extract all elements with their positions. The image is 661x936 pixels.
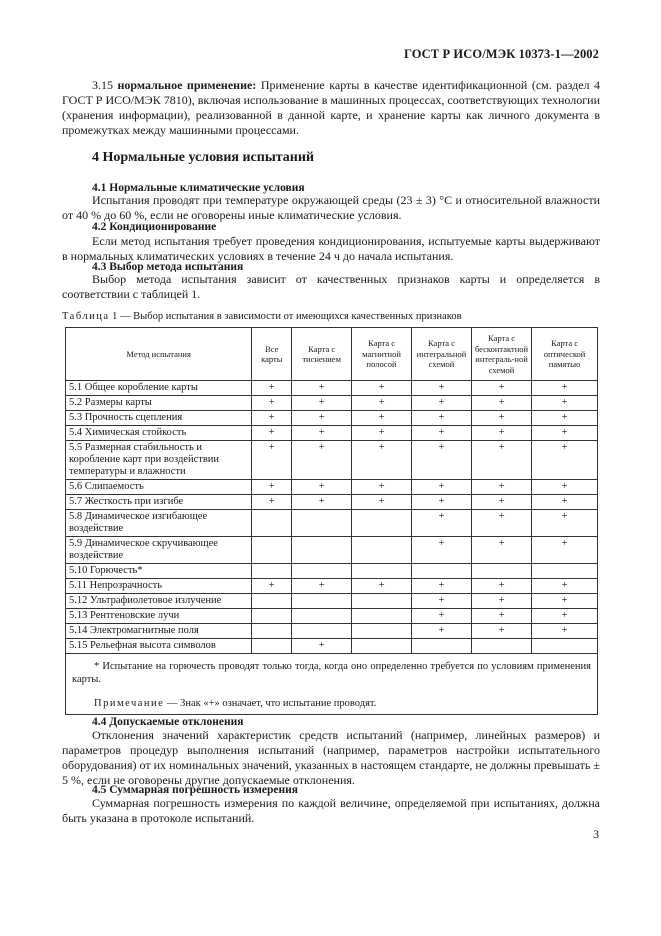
table-row [66, 639, 598, 654]
applicability-cell: + [352, 495, 412, 510]
applicability-cell: + [532, 441, 598, 480]
table-row [66, 441, 598, 480]
subsection-4-1-text: Испытания проводят при температуре окружающей среды (23 ± 3) °С и относительной влажности от 40 % до 60 %, если не оговорены иные климатические условия. [62, 193, 600, 222]
applicability-cell [252, 564, 292, 579]
table-caption [62, 311, 462, 322]
applicability-cell: + [411, 609, 471, 624]
applicability-cell [411, 564, 471, 579]
applicability-cell: + [411, 441, 471, 480]
column-header: Метод испытания [66, 328, 252, 381]
applicability-cell: + [532, 537, 598, 564]
applicability-cell: + [532, 396, 598, 411]
applicability-cell: + [252, 480, 292, 495]
applicability-cell: + [352, 381, 412, 396]
note-text: — Знак «+» означает, что испытание проводят. [166, 698, 377, 709]
table-row [66, 579, 598, 594]
applicability-cell [532, 639, 598, 654]
applicability-cell: + [471, 480, 531, 495]
applicability-cell: + [471, 624, 531, 639]
note-label: Примечание [94, 698, 165, 709]
applicability-cell: + [411, 495, 471, 510]
applicability-cell: + [411, 624, 471, 639]
applicability-cell: + [532, 495, 598, 510]
column-header: Карта с магнитной полосой [352, 328, 412, 381]
test-method-cell: 5.4 Химическая стойкость [66, 426, 252, 441]
test-method-cell: 5.15 Рельефная высота символов [66, 639, 252, 654]
applicability-cell [411, 639, 471, 654]
applicability-cell: + [292, 426, 352, 441]
table-row [66, 609, 598, 624]
applicability-cell [292, 624, 352, 639]
applicability-cell: + [532, 609, 598, 624]
test-method-cell: 5.7 Жесткость при изгибе [66, 495, 252, 510]
applicability-cell [292, 609, 352, 624]
subsection-4-4-text: Отклонения значений характеристик средств испытаний (например, линейных размеров) и параметров процедур выполнения испытаний (например, параметров настройки испытательного оборудования) от их номинальных значений, указанных в настоящем стандарте, не должны превышать ± 5 %, если не оговорены другие допускаемые отклонения. [62, 728, 600, 787]
table-row [66, 381, 598, 396]
applicability-cell: + [471, 396, 531, 411]
document-header: ГОСТ Р ИСО/МЭК 10373-1—2002 [403, 47, 599, 61]
applicability-cell: + [292, 396, 352, 411]
column-header: Карта с бесконтактной интеграль-ной схемой [471, 328, 531, 381]
test-method-cell: 5.2 Размеры карты [66, 396, 252, 411]
table-row [66, 594, 598, 609]
subsection-4-4-title: 4.4 Допускаемые отклонения [92, 716, 244, 728]
subsection-4-3-text: Выбор метода испытания зависит от качественных признаков карты и определяется в соответствии с таблицей 1. [62, 272, 600, 301]
applicability-cell: + [252, 411, 292, 426]
subsection-4-3-title: 4.3 Выбор метода испытания [92, 261, 244, 273]
applicability-cell [252, 639, 292, 654]
test-method-cell: 5.1 Общее коробление карты [66, 381, 252, 396]
applicability-cell [352, 624, 412, 639]
applicability-cell [471, 564, 531, 579]
column-header: Все карты [252, 328, 292, 381]
applicability-cell: + [471, 510, 531, 537]
applicability-cell: + [471, 579, 531, 594]
table-note [72, 697, 591, 710]
applicability-cell: + [252, 495, 292, 510]
subsection-4-2-title: 4.2 Кондиционирование [92, 221, 217, 233]
applicability-cell: + [471, 537, 531, 564]
applicability-cell: + [471, 411, 531, 426]
test-method-cell: 5.10 Горючесть* [66, 564, 252, 579]
test-method-cell: 5.6 Слипаемость [66, 480, 252, 495]
applicability-cell: + [352, 396, 412, 411]
applicability-cell: + [352, 441, 412, 480]
applicability-cell [471, 639, 531, 654]
applicability-cell: + [411, 381, 471, 396]
term: нормальное применение: [117, 78, 257, 92]
table-row [66, 426, 598, 441]
applicability-cell: + [411, 594, 471, 609]
paragraph-3-15 [62, 78, 600, 138]
column-header: Карта с оптической памятью [532, 328, 598, 381]
applicability-cell [352, 510, 412, 537]
applicability-cell [252, 537, 292, 564]
applicability-cell: + [352, 411, 412, 426]
applicability-cell: + [532, 594, 598, 609]
applicability-cell [532, 564, 598, 579]
table-caption-text: 1 — Выбор испытания в зависимости от имеющихся качественных признаков [112, 311, 462, 322]
subsection-4-1-title: 4.1 Нормальные климатические условия [92, 182, 305, 194]
applicability-cell: + [532, 426, 598, 441]
table-footer-row [66, 654, 598, 715]
applicability-cell: + [532, 624, 598, 639]
page-number: 3 [593, 827, 599, 841]
applicability-cell: + [352, 426, 412, 441]
table-caption-label: Таблица [62, 311, 110, 322]
test-method-cell: 5.12 Ультрафиолетовое излучение [66, 594, 252, 609]
applicability-cell: + [411, 510, 471, 537]
applicability-cell [252, 624, 292, 639]
applicability-cell [352, 564, 412, 579]
applicability-cell: + [411, 480, 471, 495]
applicability-cell: + [471, 594, 531, 609]
applicability-cell: + [352, 579, 412, 594]
test-selection-table [65, 327, 598, 715]
table-row [66, 564, 598, 579]
applicability-cell: + [532, 411, 598, 426]
subsection-4-2-text: Если метод испытания требует проведения кондиционирования, испытуемые карты выдерживают в нормальных климатических условиях в течение 24 ч до начала испытания. [62, 234, 600, 263]
applicability-cell: + [471, 381, 531, 396]
applicability-cell [292, 537, 352, 564]
table-row [66, 624, 598, 639]
table-row [66, 537, 598, 564]
applicability-cell: + [532, 510, 598, 537]
applicability-cell: + [411, 537, 471, 564]
applicability-cell: + [352, 480, 412, 495]
section-4-heading: 4 Нормальные условия испытаний [92, 150, 315, 165]
applicability-cell: + [411, 579, 471, 594]
applicability-cell: + [292, 495, 352, 510]
column-header: Карта с тиснением [292, 328, 352, 381]
applicability-cell [352, 594, 412, 609]
applicability-cell: + [292, 579, 352, 594]
test-method-cell: 5.9 Динамическое скручивающее воздействие [66, 537, 252, 564]
applicability-cell: + [411, 411, 471, 426]
applicability-cell: + [532, 381, 598, 396]
table-row [66, 495, 598, 510]
table-footer [66, 654, 598, 715]
applicability-cell [252, 510, 292, 537]
test-method-cell: 5.5 Размерная стабильность и коробление карт при воздействии температуры и влажности [66, 441, 252, 480]
applicability-cell [352, 537, 412, 564]
applicability-cell: + [252, 441, 292, 480]
applicability-cell: + [292, 381, 352, 396]
applicability-cell: + [252, 396, 292, 411]
subsection-4-5-title: 4.5 Суммарная погрешность измерения [92, 784, 298, 796]
applicability-cell: + [532, 480, 598, 495]
applicability-cell: + [411, 426, 471, 441]
test-method-cell: 5.14 Электромагнитные поля [66, 624, 252, 639]
applicability-cell: + [411, 396, 471, 411]
applicability-cell: + [292, 411, 352, 426]
test-method-cell: 5.11 Непрозрачность [66, 579, 252, 594]
table-footnote: * Испытание на горючесть проводят только тогда, когда оно определенно требуется по условиям применения карты. [72, 661, 591, 685]
table-row [66, 510, 598, 537]
applicability-cell [252, 609, 292, 624]
applicability-cell: + [252, 426, 292, 441]
applicability-cell [252, 594, 292, 609]
test-method-cell: 5.3 Прочность сцепления [66, 411, 252, 426]
applicability-cell [292, 594, 352, 609]
applicability-cell: + [471, 426, 531, 441]
applicability-cell [352, 639, 412, 654]
table-header-row [66, 328, 598, 381]
term-definition: Применение карты в качестве идентификационной (см. раздел 4 ГОСТ Р ИСО/МЭК 7810), включая использование в машинных процессах, соответствующих технологии (хранения информации), реализованной в данной карте, и хранение карты как личного документа в промежутках между машинными процессами. [62, 78, 601, 137]
test-method-cell: 5.8 Динамическое изгибающее воздействие [66, 510, 252, 537]
applicability-cell: + [471, 441, 531, 480]
applicability-cell: + [292, 639, 352, 654]
applicability-cell: + [252, 579, 292, 594]
applicability-cell [352, 609, 412, 624]
applicability-cell [292, 564, 352, 579]
applicability-cell [292, 510, 352, 537]
applicability-cell: + [292, 480, 352, 495]
applicability-cell: + [532, 579, 598, 594]
applicability-cell: + [252, 381, 292, 396]
column-header: Карта с интегральной схемой [411, 328, 471, 381]
applicability-cell: + [471, 495, 531, 510]
clause-number: 3.15 [92, 78, 113, 92]
table-row [66, 411, 598, 426]
applicability-cell: + [292, 441, 352, 480]
test-method-cell: 5.13 Рентгеновские лучи [66, 609, 252, 624]
table-row [66, 480, 598, 495]
applicability-cell: + [471, 609, 531, 624]
subsection-4-5-text: Суммарная погрешность измерения по каждой величине, определяемой при испытаниях, должна быть указана в протоколе испытаний. [62, 796, 600, 825]
table-row [66, 396, 598, 411]
